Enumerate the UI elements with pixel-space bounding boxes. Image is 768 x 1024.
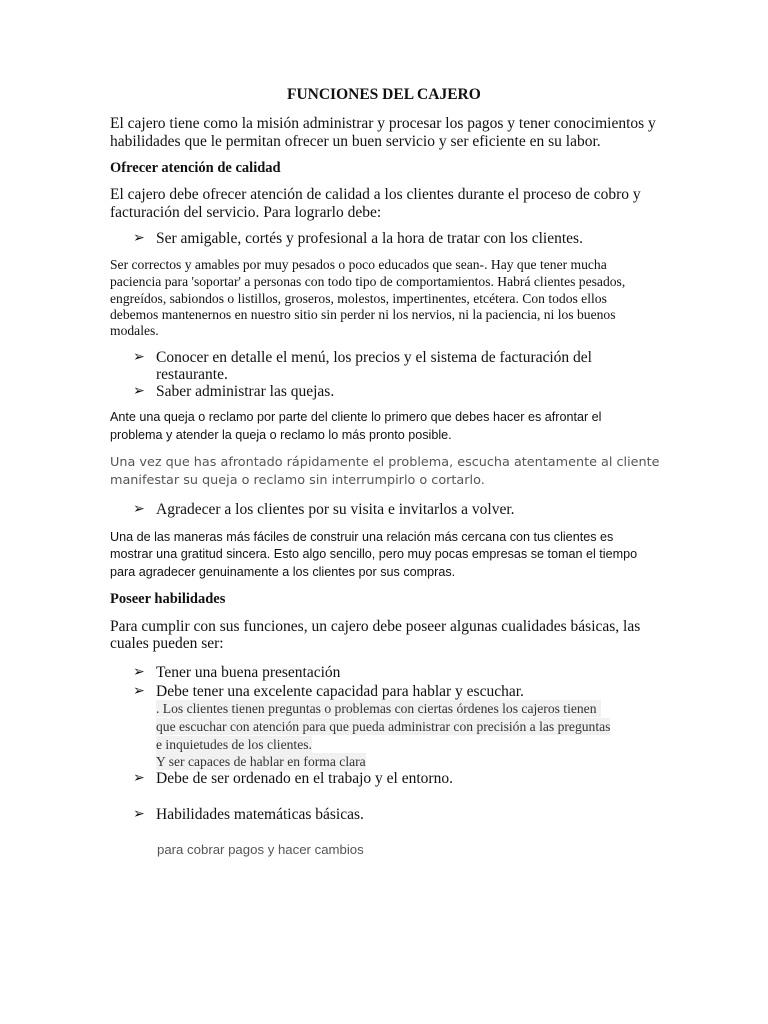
bullet-arrow-icon: ➢	[133, 806, 145, 822]
friendly-detail-2: paciencia para 'soportar' a personas con todo tipo de comportamientos. Habrá clientes pesados,	[110, 274, 626, 289]
section1-intro-line-1: El cajero debe ofrecer atención de calidad a los clientes durante el proceso de cobro y	[110, 186, 641, 203]
friendly-detail-4: debemos mantenernos en nuestro sitio sin perder ni los nervios, ni la paciencia, ni los buenos	[110, 307, 616, 322]
bullet-arrow-icon: ➢	[133, 383, 145, 399]
bullet-arrow-icon: ➢	[133, 501, 145, 517]
communication-detail-3: e inquietudes de los clientes.	[156, 737, 312, 752]
friendly-detail-1: Ser correctos y amables por muy pesados o poco educados que sean-. Hay que tener mucha	[110, 257, 607, 272]
skill-order: Debe de ser ordenado en el trabajo y el entorno.	[156, 770, 453, 787]
bullet-arrow-icon: ➢	[133, 230, 145, 246]
document-title: FUNCIONES DEL CAJERO	[287, 86, 481, 103]
math-detail: para cobrar pagos y hacer cambios	[157, 842, 364, 857]
communication-detail-4: Y ser capaces de hablar en forma clara	[156, 754, 366, 769]
section-heading-quality: Ofrecer atención de calidad	[110, 160, 281, 176]
communication-detail-1: . Los clientes tienen preguntas o problemas con ciertas órdenes los cajeros tienen	[156, 700, 601, 717]
skill-communication: Debe tener una excelente capacidad para hablar y escuchar.	[156, 683, 524, 700]
section2-intro-line-1: Para cumplir con sus funciones, un cajero debe poseer algunas cualidades básicas, las	[110, 618, 641, 635]
friendly-detail-3: engreídos, sabiondos o listillos, groseros, molestos, impertinentes, etcétera. Con todos ellos	[110, 291, 607, 306]
bullet-arrow-icon: ➢	[133, 349, 145, 365]
skill-math: Habilidades matemáticas básicas.	[156, 806, 364, 823]
thanks-detail-3: para agradecer genuinamente a los clientes por sus compras.	[110, 565, 456, 579]
friendly-detail-5: modales.	[110, 323, 159, 338]
complaints-detail-2: problema y atender la queja o reclamo lo más pronto posible.	[110, 428, 452, 442]
communication-detail-2: que escuchar con atención para que pueda administrar con precisión a las preguntas	[156, 719, 611, 734]
bullet-complaints: Saber administrar las quejas.	[156, 383, 335, 400]
skill-presentation: Tener una buena presentación	[156, 664, 341, 681]
bullet-arrow-icon: ➢	[133, 683, 145, 699]
bullet-thanks: Agradecer a los clientes por su visita e invitarlos a volver.	[156, 501, 515, 518]
thanks-detail-1: Una de las maneras más fáciles de construir una relación más cercana con tus clientes es	[110, 530, 614, 544]
complaints-detail-4: manifestar su queja o reclamo sin interrumpirlo o cortarlo.	[110, 473, 485, 488]
complaints-detail-1: Ante una queja o reclamo por parte del cliente lo primero que debes hacer es afrontar el	[110, 410, 602, 424]
bullet-menu-line-1: Conocer en detalle el menú, los precios y el sistema de facturación del	[156, 349, 592, 366]
bullet-friendly: Ser amigable, cortés y profesional a la hora de tratar con los clientes.	[156, 230, 583, 247]
section1-intro-line-2: facturación del servicio. Para lograrlo debe:	[110, 204, 382, 221]
thanks-detail-2: mostrar una gratitud sincera. Esto algo sencillo, pero muy pocas empresas se toman el tiempo	[110, 547, 638, 561]
bullet-menu-line-2: restaurante.	[156, 366, 228, 383]
intro-line-2: habilidades que le permitan ofrecer un buen servicio y ser eficiente en su labor.	[110, 133, 601, 150]
complaints-detail-3: Una vez que has afrontado rápidamente el problema, escucha atentamente al cliente	[110, 455, 660, 470]
section-heading-skills: Poseer habilidades	[110, 591, 226, 607]
section2-intro-line-2: cuales pueden ser:	[110, 635, 224, 652]
bullet-arrow-icon: ➢	[133, 664, 145, 680]
bullet-arrow-icon: ➢	[133, 770, 145, 786]
intro-line-1: El cajero tiene como la misión administrar y procesar los pagos y tener conocimientos y	[110, 115, 656, 132]
